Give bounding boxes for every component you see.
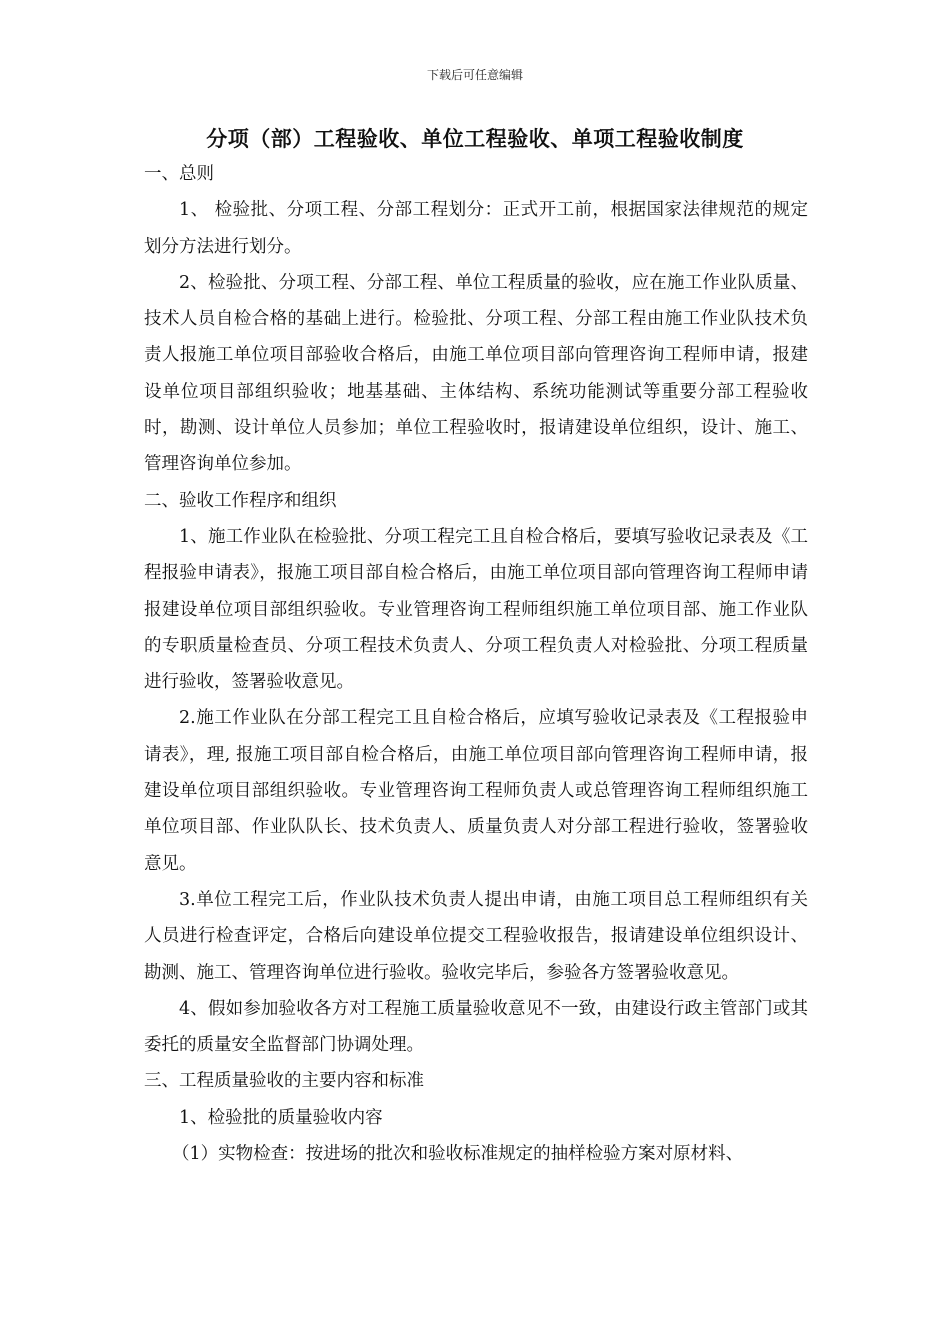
paragraph-procedure-3: 3.单位工程完工后，作业队技术负责人提出申请，由施工项目总工程师组织有关人员进行检查评定，合格后向建设单位提交工程验收报告，报请建设单位组织设计、勘测、施工、管理咨询单位进行验收。验收完毕后，参验各方签署验收意见。 — [144, 889, 808, 983]
paragraph-procedure-4: 4、假如参加验收各方对工程施工质量验收意见不一致，由建设行政主管部门或其委托的质量安全监督部门协调处理。 — [144, 998, 808, 1056]
document-title: 分项（部）工程验收、单位工程验收、单项工程验收制度 — [206, 126, 744, 151]
paragraph-general-1: 1、 检验批、分项工程、分部工程划分：正式开工前，根据国家法律规范的规定划分方法进行划分。 — [144, 200, 808, 257]
subheading-inspection-batch: 1、检验批的质量验收内容 — [179, 1107, 383, 1128]
header-note: 下载后可任意编辑 — [426, 68, 523, 82]
paragraph-general-2: 2、检验批、分项工程、分部工程、单位工程质量的验收，应在施工作业队质量、技术人员自检合格的基础上进行。检验批、分项工程、分部工程由施工作业队技术负责人报施工单位项目部验收合格后，由施工单位项目部向管理咨询工程师申请，报建设单位项目部组织验收；地基基础、主体结构、系统功能测试等重要分部工程验收时，勘测、设计单位人员参加；单位工程验收时，报请建设单位组织，设计、施工、管理咨询单位参加。 — [144, 272, 808, 475]
paragraph-physical-check: （1）实物检查：按进场的批次和验收标准规定的抽样检验方案对原材料、 — [172, 1144, 744, 1165]
section-heading-content: 三、工程质量验收的主要内容和标准 — [144, 1071, 424, 1092]
paragraph-procedure-2: 2.施工作业队在分部工程完工且自检合格后，应填写验收记录表及《工程报验申请表》，理, 报施工项目部自检合格后，由施工单位项目部向管理咨询工程师申请，报建设单位项目部组织验收。专业管理咨询工程师负责人或总管理咨询工程师组织施工单位项目部、作业队队长、技术负责人、质量负责人对分部工程进行验收，签署验收意见。 — [144, 708, 808, 874]
section-heading-procedure: 二、验收工作程序和组织 — [144, 490, 337, 511]
document-body — [144, 156, 808, 1172]
paragraph-procedure-1: 1、施工作业队在检验批、分项工程完工且自检合格后，要填写验收记录表及《工程报验申请表》，报施工项目部自检合格后，由施工单位项目部向管理咨询工程师申请报建设单位项目部组织验收。专业管理咨询工程师组织施工单位项目部、施工作业队的专职质量检查员、分项工程技术负责人、分项工程负责人对检验批、分项工程质量进行验收，签署验收意见。 — [144, 526, 808, 693]
section-heading-general: 一、总则 — [144, 164, 214, 184]
